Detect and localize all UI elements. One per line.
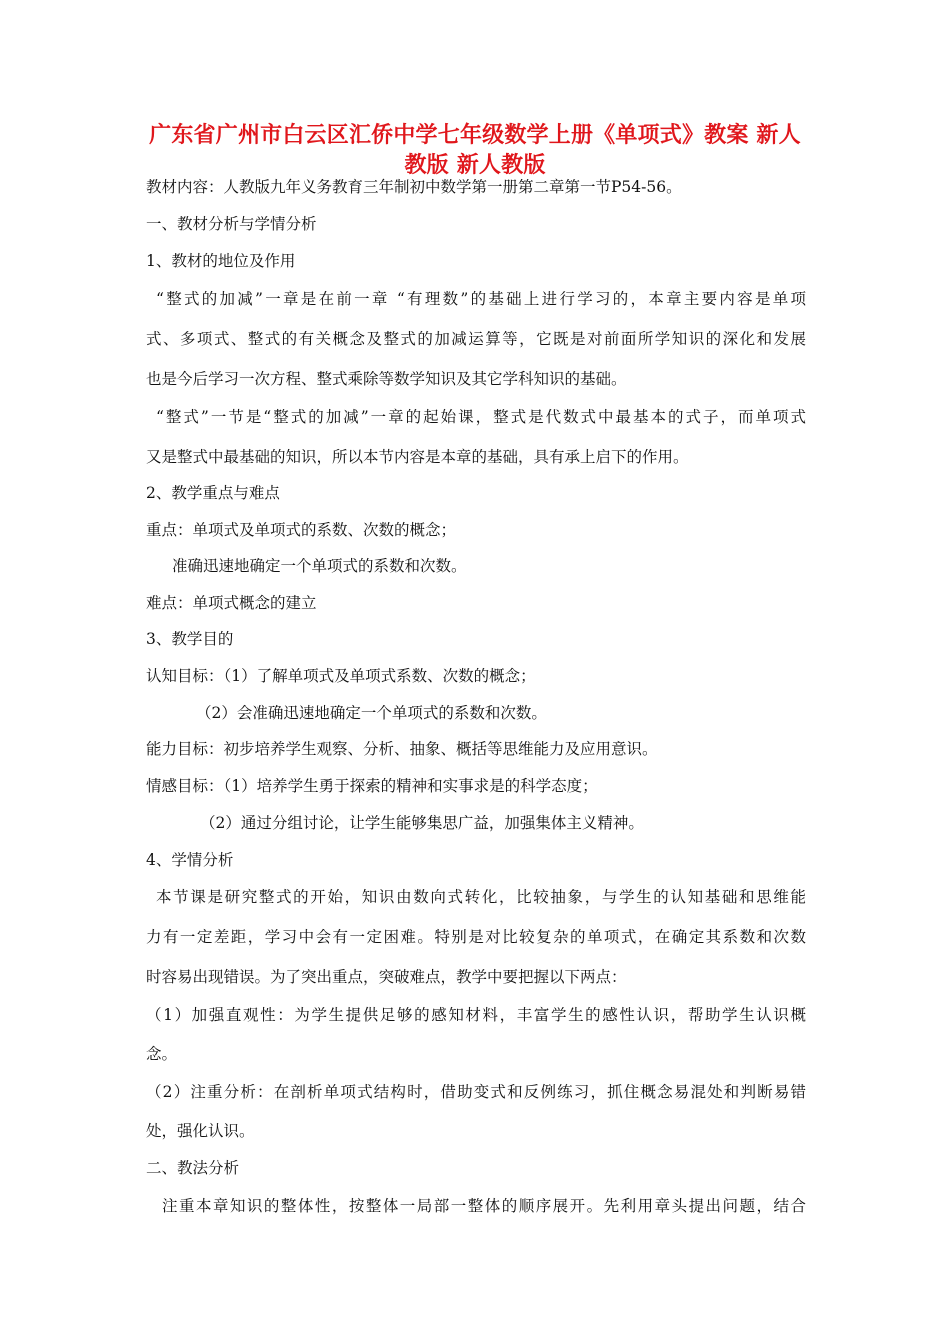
paragraph-line: （2）会准确迅速地确定一个单项式的系数和次数。 bbox=[196, 704, 547, 722]
paragraph-line: （2）通过分组讨论，让学生能够集思广益，加强集体主义精神。 bbox=[200, 814, 644, 832]
paragraph-line: 本节课是研究整式的开始，知识由数向式转化，比较抽象，与学生的认知基础和思维能 bbox=[156, 888, 806, 906]
paragraph-line: （2）注重分析：在剖析单项式结构时，借助变式和反例练习，抓住概念易混处和判断易错 bbox=[146, 1083, 806, 1101]
document-title: 广东省广州市白云区汇侨中学七年级数学上册《单项式》教案 新人 教版 新人教版 bbox=[149, 122, 801, 178]
paragraph-line: 处，强化认识。 bbox=[146, 1122, 255, 1140]
subsection-heading: 3、教学目的 bbox=[146, 630, 234, 648]
paragraph-line: 认知目标：（1）了解单项式及单项式系数、次数的概念； bbox=[146, 667, 536, 685]
paragraph-line: 能力目标：初步培养学生观察、分析、抽象、概括等思维能力及应用意识。 bbox=[146, 740, 658, 758]
paragraph-line: 时容易出现错误。为了突出重点，突破难点，教学中要把握以下两点： bbox=[146, 968, 627, 986]
subsection-heading: 4、学情分析 bbox=[146, 851, 234, 869]
paragraph-line: 注重本章知识的整体性，按整体一局部一整体的顺序展开。先利用章头提出问题，结合 bbox=[162, 1197, 806, 1215]
paragraph-line: 式、多项式、整式的有关概念及整式的加减运算等，它既是对前面所学知识的深化和发展 bbox=[146, 330, 806, 348]
subsection-heading: 1、教材的地位及作用 bbox=[146, 252, 296, 270]
paragraph-line: 又是整式中最基础的知识，所以本节内容是本章的基础，具有承上启下的作用。 bbox=[146, 448, 689, 466]
paragraph-line: “整式的加减”一章是在前一章 “有理数”的基础上进行学习的，本章主要内容是单项 bbox=[156, 290, 806, 308]
section-heading: 一、教材分析与学情分析 bbox=[146, 215, 317, 233]
section-heading: 二、教法分析 bbox=[146, 1159, 240, 1177]
paragraph-line: 念。 bbox=[146, 1045, 178, 1063]
paragraph-line: （1）加强直观性：为学生提供足够的感知材料，丰富学生的感性认识，帮助学生认识概 bbox=[146, 1006, 806, 1024]
paragraph-line: 难点：单项式概念的建立 bbox=[146, 594, 317, 612]
subsection-heading: 2、教学重点与难点 bbox=[146, 484, 280, 502]
paragraph-line: 重点：单项式及单项式的系数、次数的概念； bbox=[146, 521, 457, 539]
paragraph-line: 也是今后学习一次方程、整式乘除等数学知识及其它学科知识的基础。 bbox=[146, 370, 627, 388]
paragraph-line: 情感目标：（1）培养学生勇于探索的精神和实事求是的科学态度； bbox=[146, 777, 598, 795]
paragraph-line: 准确迅速地确定一个单项式的系数和次数。 bbox=[172, 557, 467, 575]
paragraph-line: 力有一定差距，学习中会有一定困难。特别是对比较复杂的单项式，在确定其系数和次数 bbox=[146, 928, 806, 946]
paragraph-line: “整式”一节是“整式的加减”一章的起始课，整式是代数式中最基本的式子，而单项式 bbox=[156, 408, 806, 426]
paragraph-line: 教材内容：人教版九年义务教育三年制初中数学第一册第二章第一节P54-56。 bbox=[146, 178, 682, 196]
